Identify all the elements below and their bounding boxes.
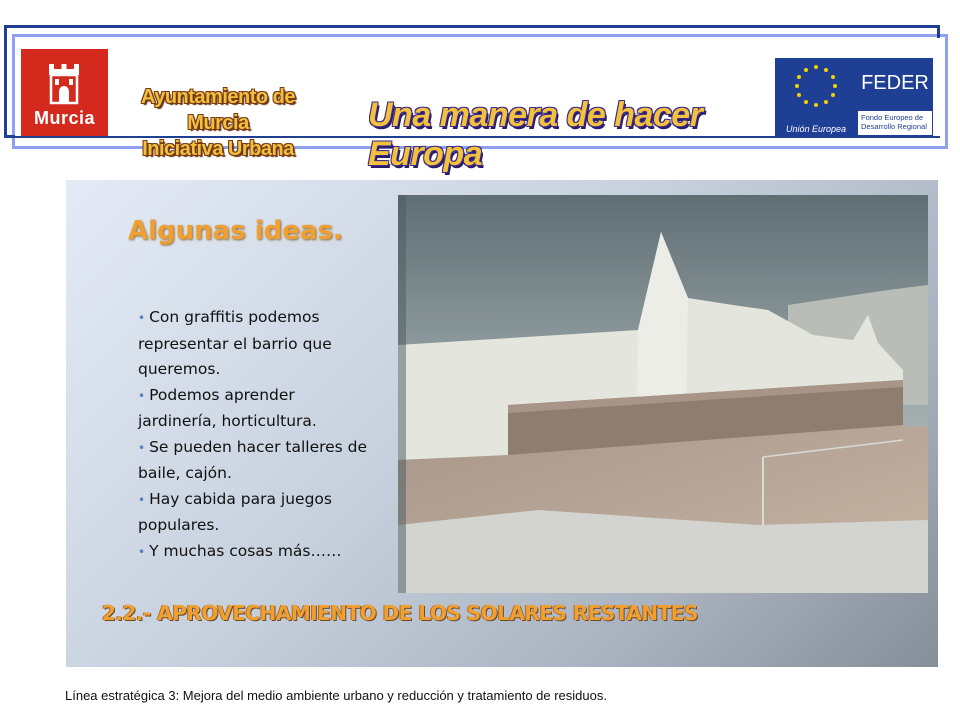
feder-title: FEDER xyxy=(861,72,929,94)
list-item xyxy=(138,383,370,435)
bullet-text: Se pueden hacer talleres de baile, cajón. xyxy=(138,437,368,482)
list-item xyxy=(138,435,370,487)
city-title-line2: Iniciativa Urbana xyxy=(142,138,294,160)
slide-title: Algunas ideas. xyxy=(128,216,343,246)
castle-icon xyxy=(39,61,89,105)
section-title: 2.2.- APROVECHAMIENTO DE LOS SOLARES RESTANTES xyxy=(102,601,698,625)
bullet-icon: • xyxy=(138,440,146,455)
city-title-line1: Ayuntamiento de Murcia xyxy=(141,86,295,134)
feder-logo xyxy=(857,58,933,136)
bullet-text: Y muchas cosas más…… xyxy=(149,541,342,560)
feder-subtitle: Fondo Europeo de Desarrollo Regional xyxy=(857,110,933,136)
city-title xyxy=(112,84,324,162)
eu-logo xyxy=(775,58,857,136)
bullet-text: Con graffitis podemos representar el barrio que queremos. xyxy=(138,308,332,378)
eu-label: Unión Europea xyxy=(785,124,847,134)
list-item xyxy=(138,487,370,539)
bullet-text: Podemos aprender jardinería, horticultura. xyxy=(138,385,317,430)
murcia-logo-text: Murcia xyxy=(33,108,96,128)
bullet-text: Hay cabida para juegos populares. xyxy=(138,489,332,534)
architectural-render-image xyxy=(398,195,928,593)
bullet-list xyxy=(138,305,370,565)
bullet-icon: • xyxy=(138,311,146,325)
slogan: Una manera de hacer Europa xyxy=(368,96,703,173)
list-item xyxy=(138,539,370,566)
feder-logo-top xyxy=(857,58,933,110)
eu-flag-icon xyxy=(775,58,857,114)
bullet-icon: • xyxy=(138,492,146,507)
bullet-icon: • xyxy=(138,388,146,403)
list-item xyxy=(138,305,370,383)
footer-text: Línea estratégica 3: Mejora del medio ambiente urbano y reducción y tratamiento de residuos. xyxy=(65,688,607,703)
murcia-logo xyxy=(21,49,108,136)
bullet-icon: • xyxy=(138,544,146,559)
